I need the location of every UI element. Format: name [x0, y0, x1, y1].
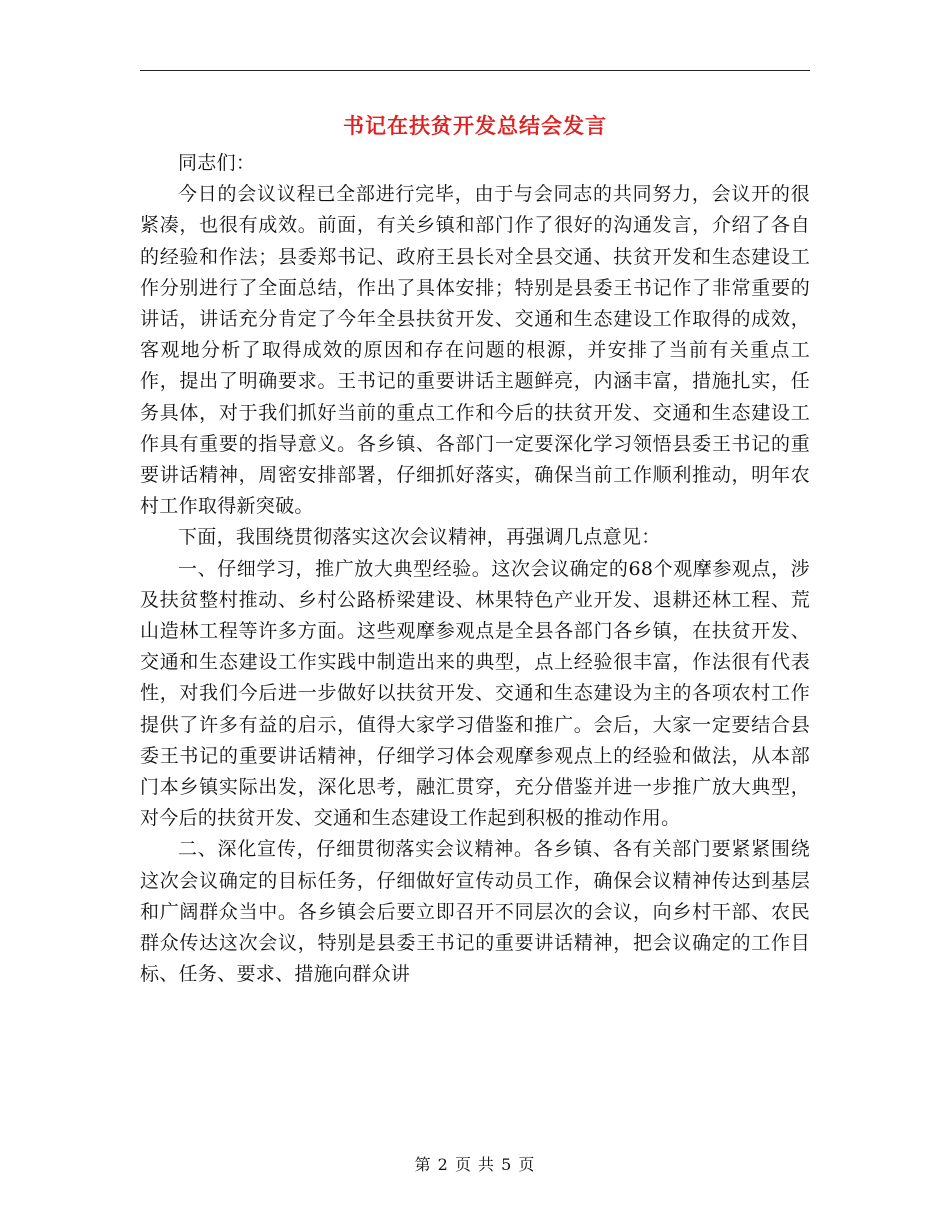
document-body [140, 148, 810, 990]
document-title: 书记在扶贫开发总结会发言 [343, 113, 607, 138]
paragraph: 下面，我围绕贯彻落实这次会议精神，再强调几点意见： [178, 526, 661, 549]
page-number: 第 2 页 共 5 页 [414, 1155, 536, 1174]
paragraph: 今日的会议议程已全部进行完毕，由于与会同志的共同努力，会议开的很紧凑，也很有成效。前面，有关乡镇和部门作了很好的沟通发言，介绍了各自的经验和作法；县委郑书记、政府王县长对全县交通、扶贫开发和生态建设工作分别进行了全面总结，作出了具体安排；特别是县委王书记作了非常重要的讲话，讲话充分肯定了今年全县扶贫开发、交通和生态建设工作取得的成效，客观地分析了取得成效的原因和存在问题的根源，并安排了当前有关重点工作，提出了明确要求。王书记的重要讲话主题鲜亮，内涵丰富，措施扎实，任务具体，对于我们抓好当前的重点工作和今后的扶贫开发、交通和生态建设工作具有重要的指导意义。各乡镇、各部门一定要深化学习领悟县委王书记的重要讲话精神，周密安排部署，仔细抓好落实，确保当前工作顺利推动，明年农村工作取得新突破。 [140, 183, 810, 518]
paragraph: 一、仔细学习，推广放大典型经验。这次会议确定的68个观摩参观点，涉及扶贫整村推动、乡村公路桥梁建设、林果特色产业开发、退耕还林工程、荒山造林工程等许多方面。这些观摩参观点是全县各部门各乡镇，在扶贫开发、交通和生态建设工作实践中制造出来的典型，点上经验很丰富，作法很有代表性，对我们今后进一步做好以扶贫开发、交通和生态建设为主的各项农村工作提供了许多有益的启示，值得大家学习借鉴和推广。会后，大家一定要结合县委王书记的重要讲话精神，仔细学习体会观摩参观点上的经验和做法，从本部门本乡镇实际出发，深化思考，融汇贯穿，充分借鉴并进一步推广放大典型，对今后的扶贫开发、交通和生态建设工作起到积极的推动作用。 [140, 557, 810, 830]
paragraph: 二、深化宣传，仔细贯彻落实会议精神。各乡镇、各有关部门要紧紧围绕这次会议确定的目标任务，仔细做好宣传动员工作，确保会议精神传达到基层和广阔群众当中。各乡镇会后要立即召开不同层次的会议，向乡村干部、农民群众传达这次会议，特别是县委王书记的重要讲话精神，把会议确定的工作目标、任务、要求、措施向群众讲 [140, 838, 810, 986]
salutation: 同志们： [178, 152, 256, 174]
header-rule [140, 70, 810, 71]
